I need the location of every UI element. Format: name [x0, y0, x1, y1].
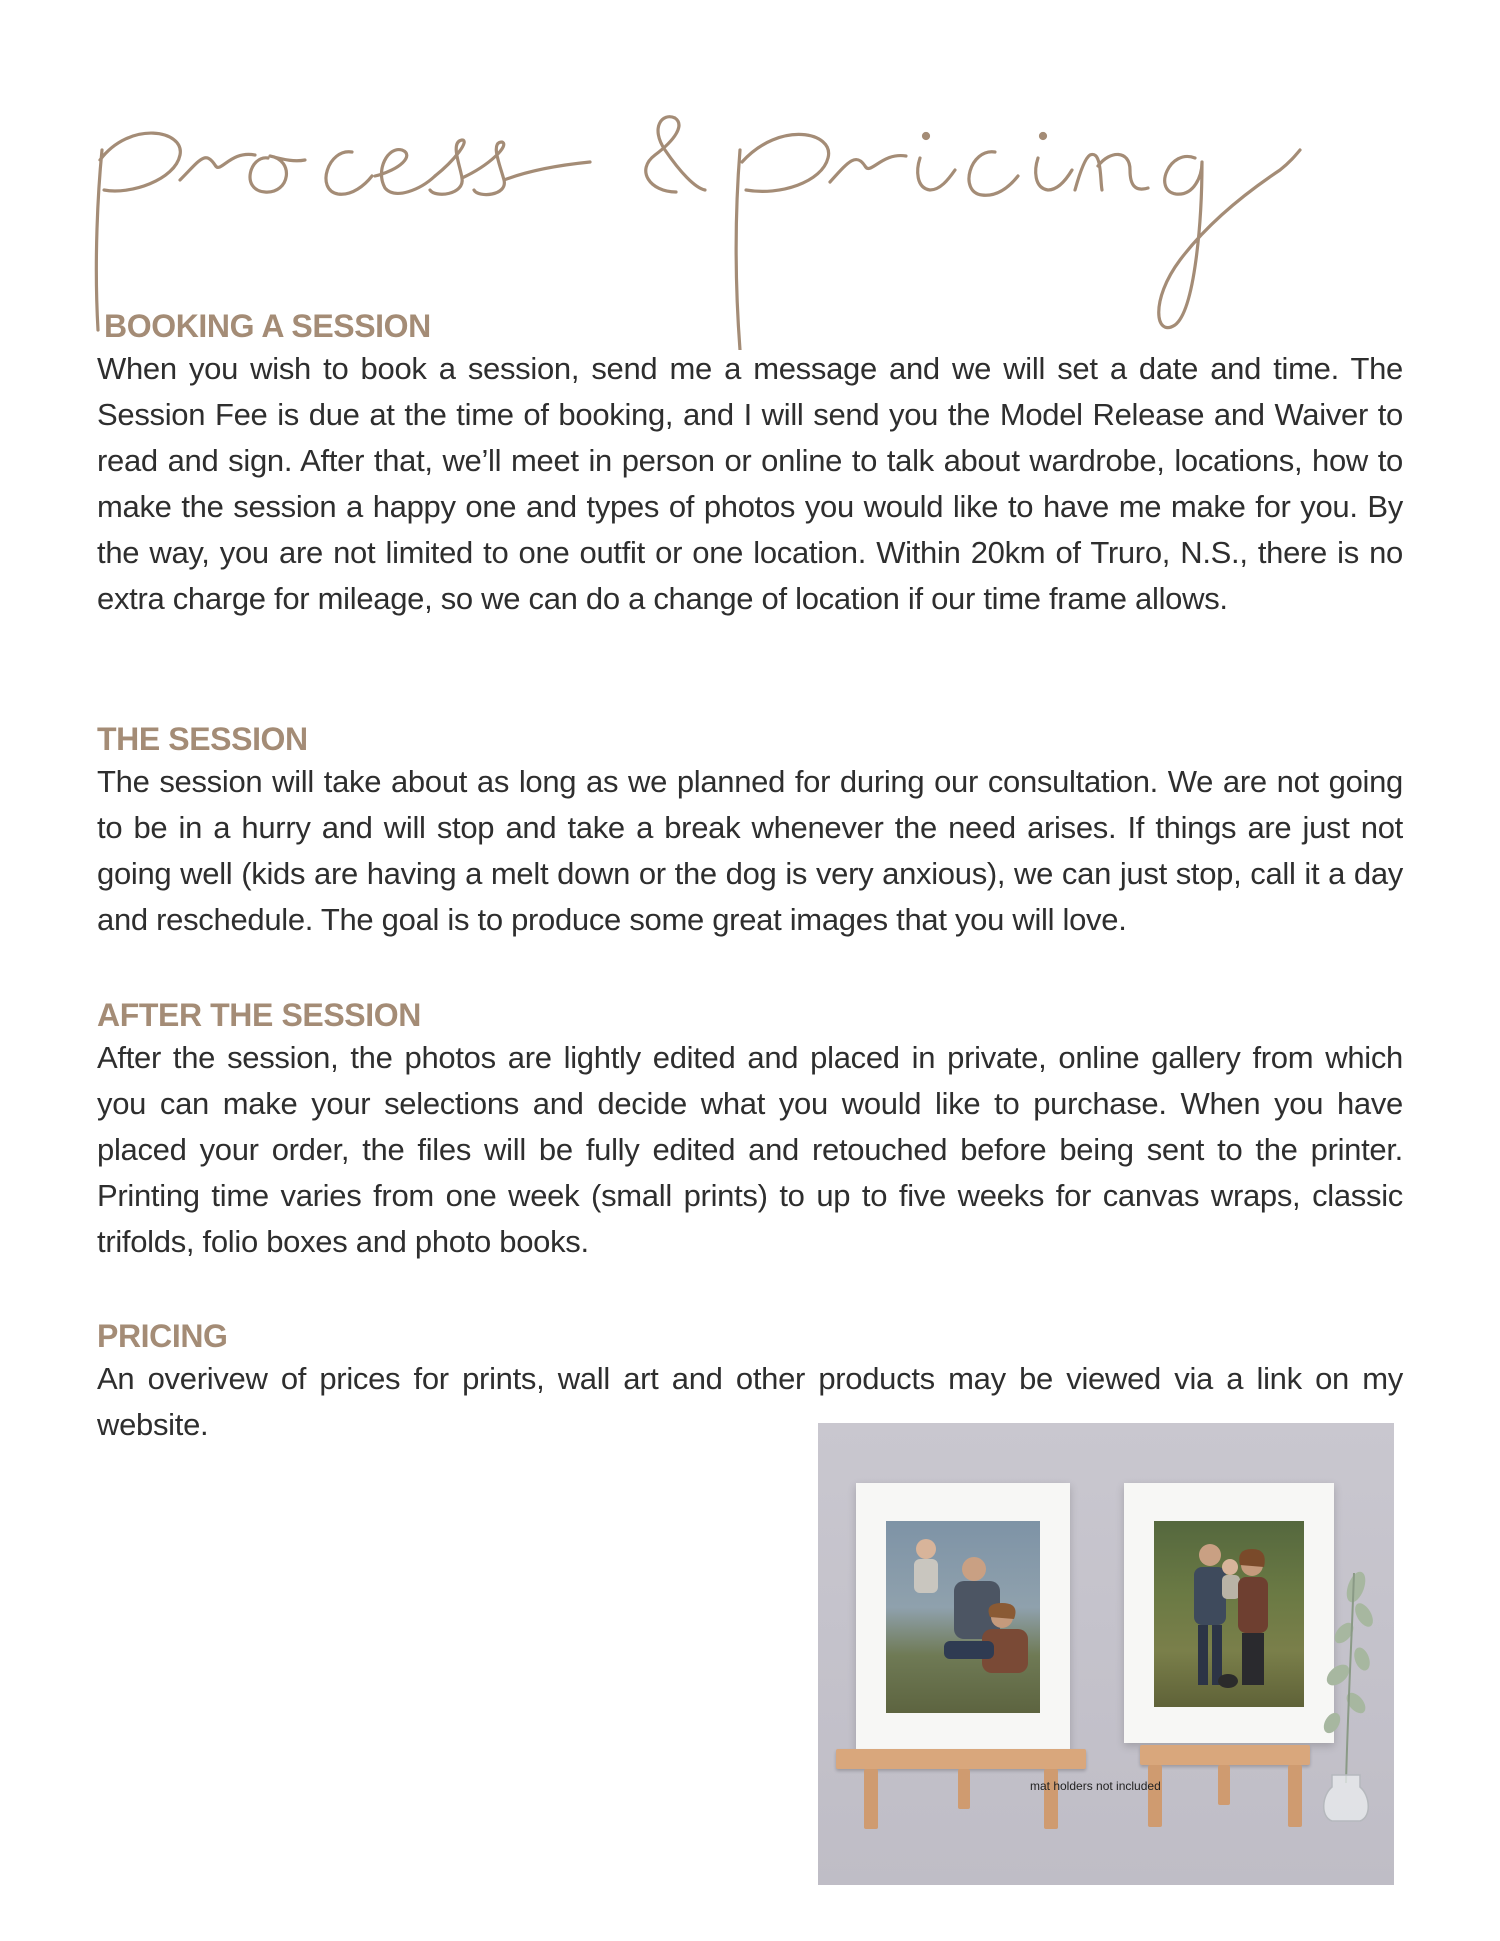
family-figures-right [1154, 1521, 1304, 1707]
section-body: An overivew of prices for prints, wall art and other products may be viewed via a link on my website. [97, 1361, 1403, 1442]
easel-right-leg [1288, 1765, 1302, 1827]
section-heading: BOOKING A SESSION [104, 308, 431, 344]
section-body: When you wish to book a session, send me a message and we will set a date and time. The Session Fee is due at the time of booking, and I will send you the Model Release and Waiver to read and sign. After that, we’ll meet in person or online to talk about wardrobe, locations, how to make the session a happy one and types of photos you would like to have me make for you. By the way, you are not limited to one outfit or one location. Within 20km of Truro, N.S., there is no extra charge for mileage, so we can do a change of location if our time frame allows. [97, 351, 1403, 616]
family-figures-left [886, 1521, 1040, 1713]
family-print-right [1154, 1521, 1304, 1707]
section-heading: PRICING [97, 1318, 228, 1354]
section-the-session [97, 719, 1403, 943]
easel-left-leg [864, 1769, 878, 1829]
easel-right-leg [1148, 1765, 1162, 1827]
product-photo [818, 1423, 1394, 1885]
eucalyptus-vase [1304, 1563, 1384, 1823]
easel-right-bar [1140, 1745, 1310, 1765]
family-print-left [886, 1521, 1040, 1713]
mat-right [1124, 1483, 1334, 1743]
section-booking [97, 306, 1403, 622]
section-heading: THE SESSION [97, 721, 308, 757]
section-body: After the session, the photos are lightly edited and placed in private, online gallery from which you can make your selections and decide what you would like to purchase. When you have placed your order, the files will be fully edited and retouched before being sent to the printer. Printing time varies from one week (small prints) to up to five weeks for canvas wraps, classic trifolds, folio boxes and photo books. [97, 1040, 1403, 1259]
section-body: The session will take about as long as we planned for during our consultation. We are not going to be in a hurry and will stop and take a break whenever the need arises. If things are just not going well (kids are having a melt down or the dog is very anxious), we can just stop, call it a day and reschedule. The goal is to produce some great images that you will love. [97, 764, 1403, 937]
easel-right-leg [1218, 1765, 1230, 1805]
easel-left-leg [1044, 1769, 1058, 1829]
easel-left-leg [958, 1769, 970, 1809]
easel-left-bar [836, 1749, 1086, 1769]
section-heading: AFTER THE SESSION [97, 997, 421, 1033]
photo-caption: mat holders not included [1030, 1779, 1161, 1793]
mat-left [856, 1483, 1070, 1751]
section-after-the-session [97, 995, 1403, 1265]
